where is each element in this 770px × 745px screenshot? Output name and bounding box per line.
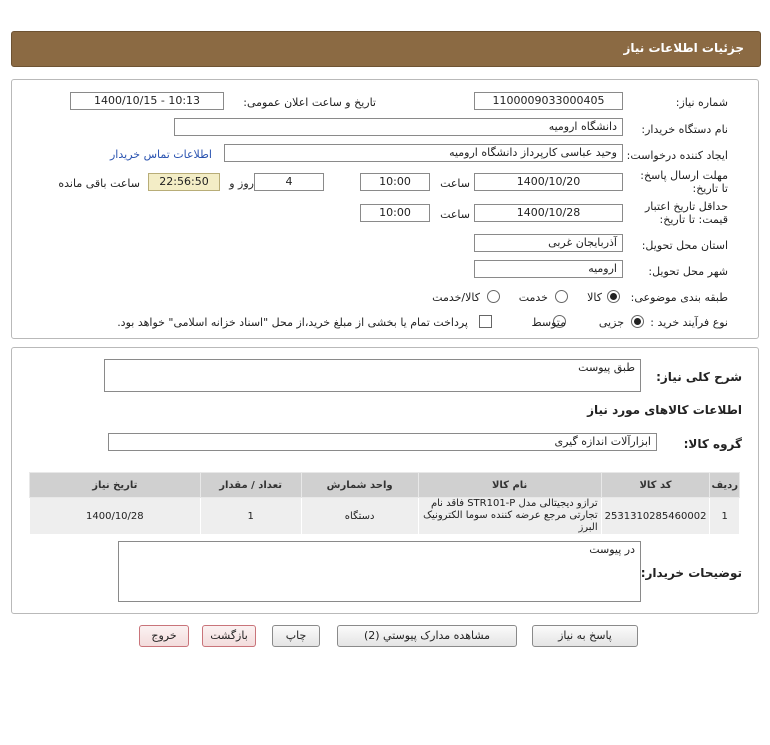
category-goods-label: کالا [587,291,602,304]
announce-date-field: 1400/10/15 - 10:13 [70,92,224,110]
back-button[interactable]: بازگشت [202,625,256,647]
page-title: جزئیات اطلاعات نیاز [623,41,744,55]
print-button[interactable]: چاپ [272,625,320,647]
category-goods-service-label: کالا/خدمت [432,291,480,304]
category-service-radio[interactable] [555,290,568,303]
reply-to-need-button[interactable]: پاسخ به نیاز [532,625,638,647]
buyer-contact-link[interactable]: اطلاعات تماس خریدار [110,148,212,161]
cell-goods-code: 2531310285460002 [601,498,710,535]
remaining-time-label: ساعت باقی مانده [58,177,140,190]
category-goods-radio[interactable] [607,290,620,303]
col-unit-header: واحد شمارش [301,473,418,498]
general-desc-field: طبق پیوست [104,359,641,392]
buyer-org-field: دانشگاه ارومیه [174,118,623,136]
view-attachments-button[interactable]: مشاهده مدارک پیوستي (2) [337,625,517,647]
days-remaining-field: 4 [254,173,324,191]
col-row-header: ردیف [710,473,740,498]
announce-date-label: تاریخ و ساعت اعلان عمومی: [243,96,376,109]
col-date-header: تاریخ نیاز [30,473,201,498]
reply-time-field: 10:00 [360,173,430,191]
process-type-label: نوع فرآیند خرید : [650,316,728,329]
category-service-label: خدمت [518,291,548,304]
validity-date-field: 1400/10/28 [474,204,623,222]
price-validity-label: حداقل تاریخ اعتبار قیمت: تا تاریخ: [644,200,728,226]
need-number-label: شماره نیاز: [675,96,728,109]
cell-unit: دستگاه [301,498,418,535]
col-code-header: کد کالا [601,473,710,498]
buyer-org-label: نام دستگاه خریدار: [641,123,728,136]
reply-deadline-label: مهلت ارسال پاسخ: تا تاریخ: [640,169,728,195]
city-field: ارومیه [474,260,623,278]
table-row [30,498,740,535]
creator-label: ایجاد کننده درخواست: [626,149,728,162]
goods-table [29,472,740,535]
goods-table-header [30,473,740,498]
general-desc-label: شرح کلی نیاز: [656,370,742,384]
buyer-notes-label: توضیحات خریدار: [640,566,742,580]
page-header [11,31,761,67]
process-medium-label: متوسط [531,316,566,329]
process-minor-radio[interactable] [631,315,644,328]
validity-time-field: 10:00 [360,204,430,222]
buyer-notes-field: در پیوست [118,541,641,602]
treasury-payment-checkbox[interactable] [479,315,492,328]
col-name-header: نام کالا [418,473,601,498]
province-label: استان محل تحویل: [641,239,728,252]
reply-date-field: 1400/10/20 [474,173,623,191]
category-goods-service-radio[interactable] [487,290,500,303]
validity-time-label: ساعت [440,208,470,221]
col-qty-header: تعداد / مقدار [200,473,301,498]
exit-button[interactable]: خروج [139,625,189,647]
city-label: شهر محل تحویل: [648,265,728,278]
need-number-field: 1100009033000405 [474,92,623,110]
goods-group-label: گروه کالا: [683,437,742,451]
cell-goods-name: ترازو دیجیتالی مدل STR101-P فاقد نام تجارتی مرجع عرضه کننده سوما الکترونیک البرز [418,498,601,535]
reply-time-label: ساعت [440,177,470,190]
days-label: روز و [229,177,254,190]
goods-group-field: ابزارآلات اندازه گیری [108,433,657,451]
creator-field: وحید عباسی کارپرداز دانشگاه ارومیه [224,144,623,162]
goods-info-title: اطلاعات کالاهای مورد نیاز [587,403,742,417]
process-minor-label: جزیی [598,316,624,329]
remaining-time-field: 22:56:50 [148,173,220,191]
cell-quantity: 1 [200,498,301,535]
need-info-panel [11,79,759,339]
province-field: آذربایجان غربی [474,234,623,252]
need-details-panel [11,347,759,614]
treasury-payment-note: پرداخت تمام یا بخشی از مبلغ خرید،از محل "اسناد خزانه اسلامی" خواهد بود. [117,316,468,329]
category-label: طبقه بندی موضوعی: [630,291,728,304]
cell-need-date: 1400/10/28 [30,498,201,535]
cell-row-number: 1 [710,498,740,535]
